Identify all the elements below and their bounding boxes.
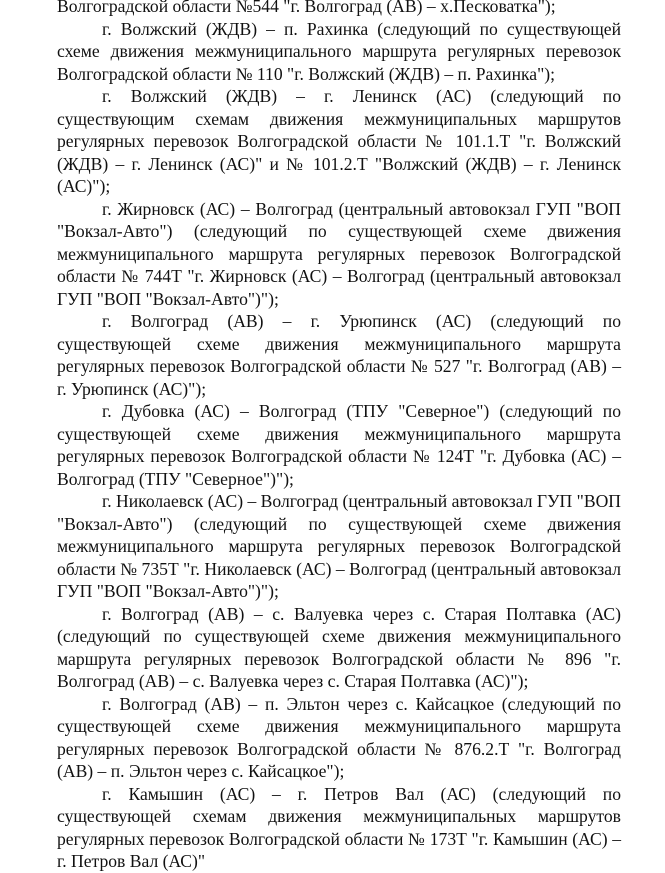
paragraph-route-volgograd-valuevka: г. Волгоград (АВ) – с. Валуевка через с. Старая Полтавка (АС) (следующий по существующей схеме движения межмуниципального маршрута регулярных перевозок Волгоградской области № 896 "г. Волгоград (АВ) – с. Валуевка через с. Старая Полтавка (АС)");	[57, 603, 621, 691]
paragraph-route-dubovka-volgograd: г. Дубовка (АС) – Волгоград (ТПУ "Северное") (следующий по существующей схеме движения межмуниципального маршрута регулярных перевозок Волгоградской области № 124Т "г. Дубовка (АС) – Волгоград (ТПУ "Северное")");	[57, 401, 621, 489]
paragraph-route-volzhsky-leninsk: г. Волжский (ЖДВ) – г. Ленинск (АС) (следующий по существующим схемам движения межмуниципальных маршрутов регулярных перевозок Волгоградской области № 101.1.Т "г. Волжский (ЖДВ) – г. Ленинск (АС)" и № 101.2.Т "Волжский (ЖДВ) – г. Ленинск (АС)");	[57, 86, 621, 196]
paragraph-route-nikolaevsk-volgograd: г. Николаевск (АС) – Волгоград (центральный автовокзал ГУП "ВОП "Вокзал-Авто") (следующий по существующей схеме движения межмуниципального маршрута регулярных перевозок Волгоградской области № 735Т "г. Николаевск (АС) – Волгоград (центральный автовокзал ГУП "ВОП "Вокзал-Авто")");	[57, 491, 621, 601]
paragraph-route-volgograd-elton: г. Волгоград (АВ) – п. Эльтон через с. Кайсацкое (следующий по существующей схеме движения межмуниципального маршрута регулярных перевозок Волгоградской области № 876.2.Т "г. Волгоград (АВ) – п. Эльтон через с. Кайсацкое");	[57, 693, 621, 781]
paragraph-route-544-tail: Волгоградской области №544 "г. Волгоград (АВ) – х.Песковатка");	[57, 0, 556, 16]
paragraph-route-volzhsky-rakhinka: г. Волжский (ЖДВ) – п. Рахинка (следующий по существующей схеме движения межмуниципального маршрута регулярных перевозок Волгоградской области № 110 "г. Волжский (ЖДВ) – п. Рахинка");	[57, 18, 621, 84]
paragraph-route-zhirnovsk-volgograd: г. Жирновск (АС) – Волгоград (центральный автовокзал ГУП "ВОП "Вокзал-Авто") (следующий по существующей схеме движения межмуниципального маршрута регулярных перевозок Волгоградской области № 744Т "г. Жирновск (АС) – Волгоград (центральный автовокзал ГУП "ВОП "Вокзал-Авто")");	[57, 198, 621, 309]
document-page	[57, 0, 621, 873]
paragraph-route-volgograd-uryupinsk: г. Волгоград (АВ) – г. Урюпинск (АС) (следующий по существующей схеме движения межмуниципального маршрута регулярных перевозок Волгоградской области № 527 "г. Волгоград (АВ) – г. Урюпинск (АС)");	[57, 311, 621, 399]
paragraph-route-kamyshin-petrov-val: г. Камышин (АС) – г. Петров Вал (АС) (следующий по существующей схемам движения межмуниципальных маршрутов регулярных перевозок Волгоградской области № 173Т "г. Камышин (АС) – г. Петров Вал (АС)"	[57, 783, 621, 871]
